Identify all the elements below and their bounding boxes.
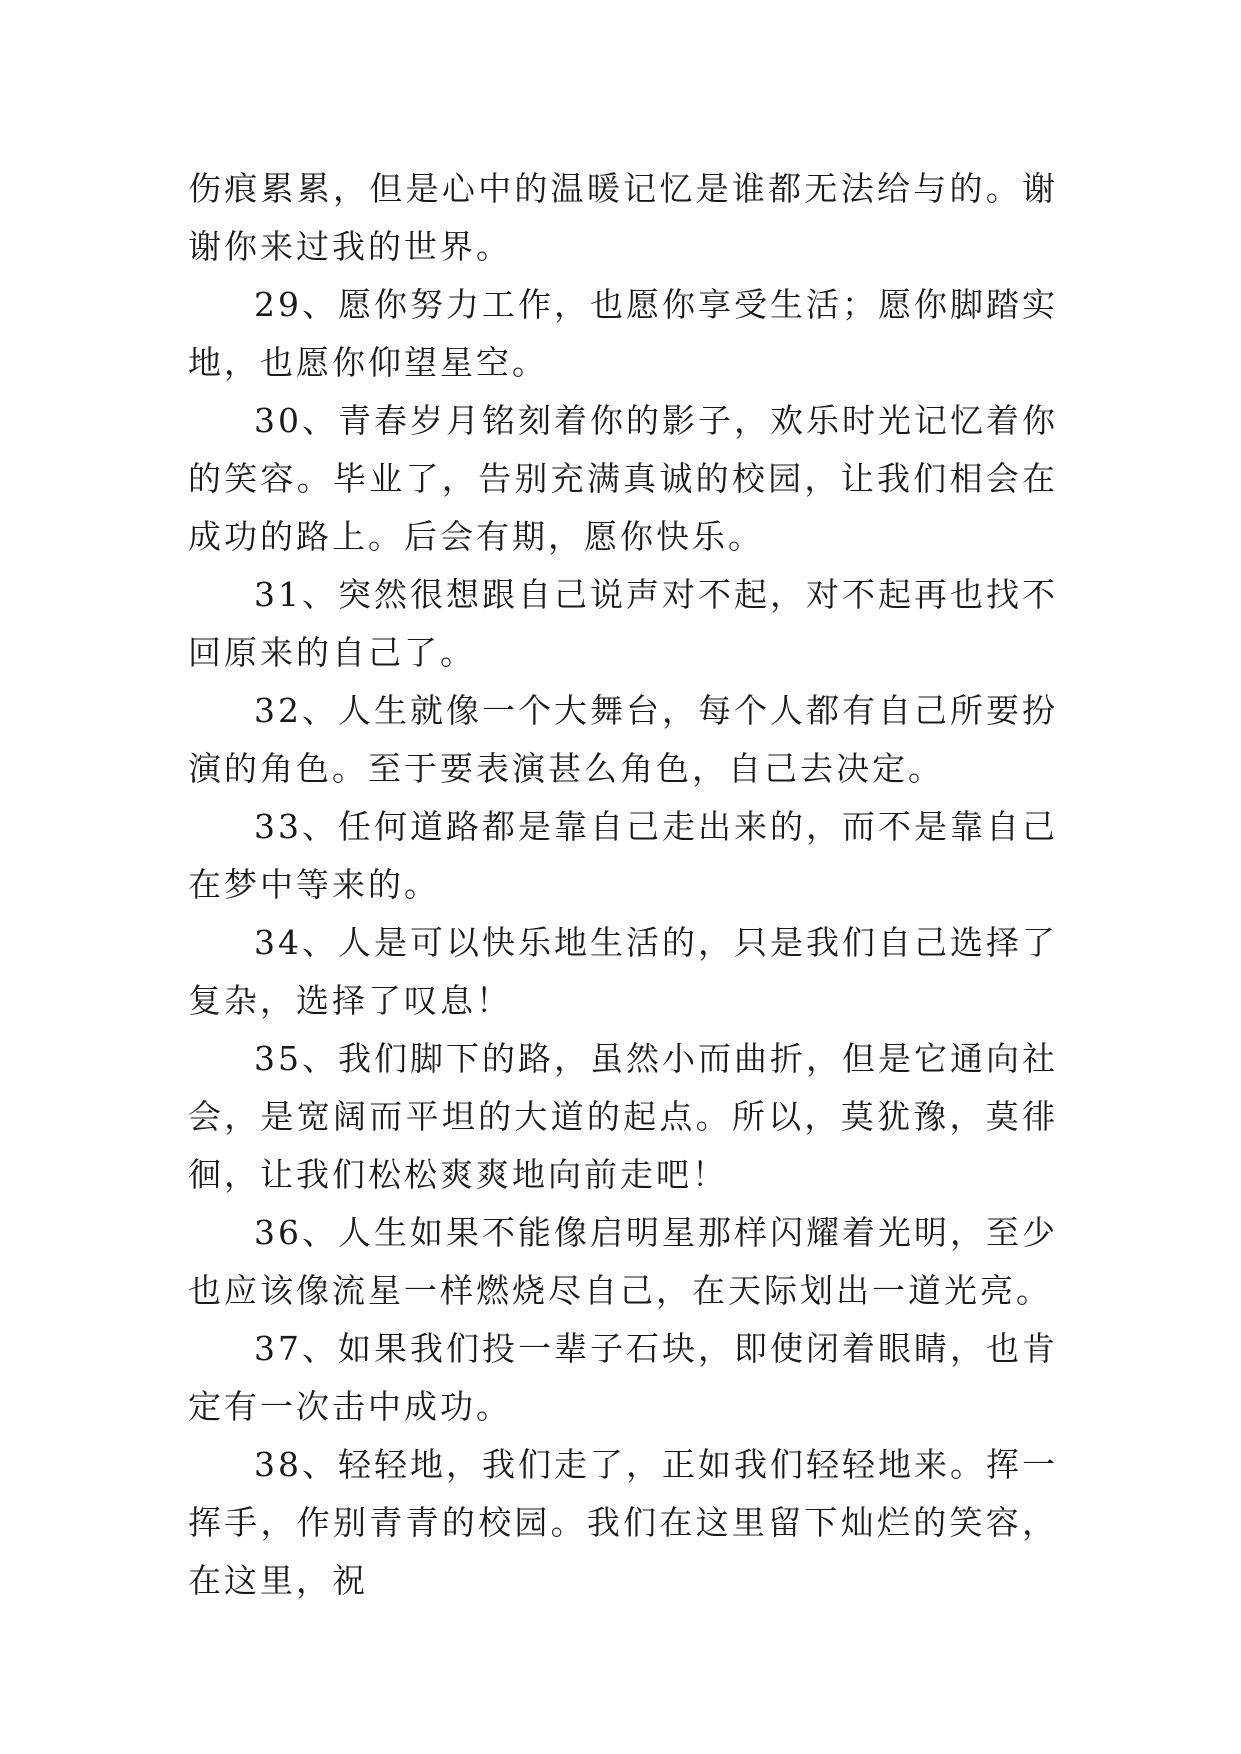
paragraph-continuation: 伤痕累累，但是心中的温暖记忆是谁都无法给与的。谢谢你来过我的世界。 — [188, 169, 1058, 266]
paragraph-32: 32、人生就像一个大舞台，每个人都有自己所要扮演的角色。至于要表演甚么角色，自己去决定。 — [188, 691, 1058, 788]
paragraph-31: 31、突然很想跟自己说声对不起，对不起再也找不回原来的自己了。 — [188, 575, 1058, 672]
paragraph-29: 29、愿你努力工作，也愿你享受生活；愿你脚踏实地，也愿你仰望星空。 — [188, 285, 1058, 382]
paragraph-37: 37、如果我们投一辈子石块，即使闭着眼睛，也肯定有一次击中成功。 — [188, 1329, 1058, 1426]
document-body — [188, 160, 1058, 1610]
paragraph-30: 30、青春岁月铭刻着你的影子，欢乐时光记忆着你的笑容。毕业了，告别充满真诚的校园，让我们相会在成功的路上。后会有期，愿你快乐。 — [188, 401, 1058, 556]
paragraph-34: 34、人是可以快乐地生活的，只是我们自己选择了复杂，选择了叹息！ — [188, 923, 1058, 1020]
paragraph-36: 36、人生如果不能像启明星那样闪耀着光明，至少也应该像流星一样燃烧尽自己，在天际划出一道光亮。 — [188, 1213, 1058, 1310]
paragraph-38: 38、轻轻地，我们走了，正如我们轻轻地来。挥一挥手，作别青青的校园。我们在这里留下灿烂的笑容，在这里，祝 — [188, 1445, 1058, 1600]
paragraph-35: 35、我们脚下的路，虽然小而曲折，但是它通向社会，是宽阔而平坦的大道的起点。所以，莫犹豫，莫徘徊，让我们松松爽爽地向前走吧！ — [188, 1039, 1058, 1194]
paragraph-33: 33、任何道路都是靠自己走出来的，而不是靠自己在梦中等来的。 — [188, 807, 1058, 904]
